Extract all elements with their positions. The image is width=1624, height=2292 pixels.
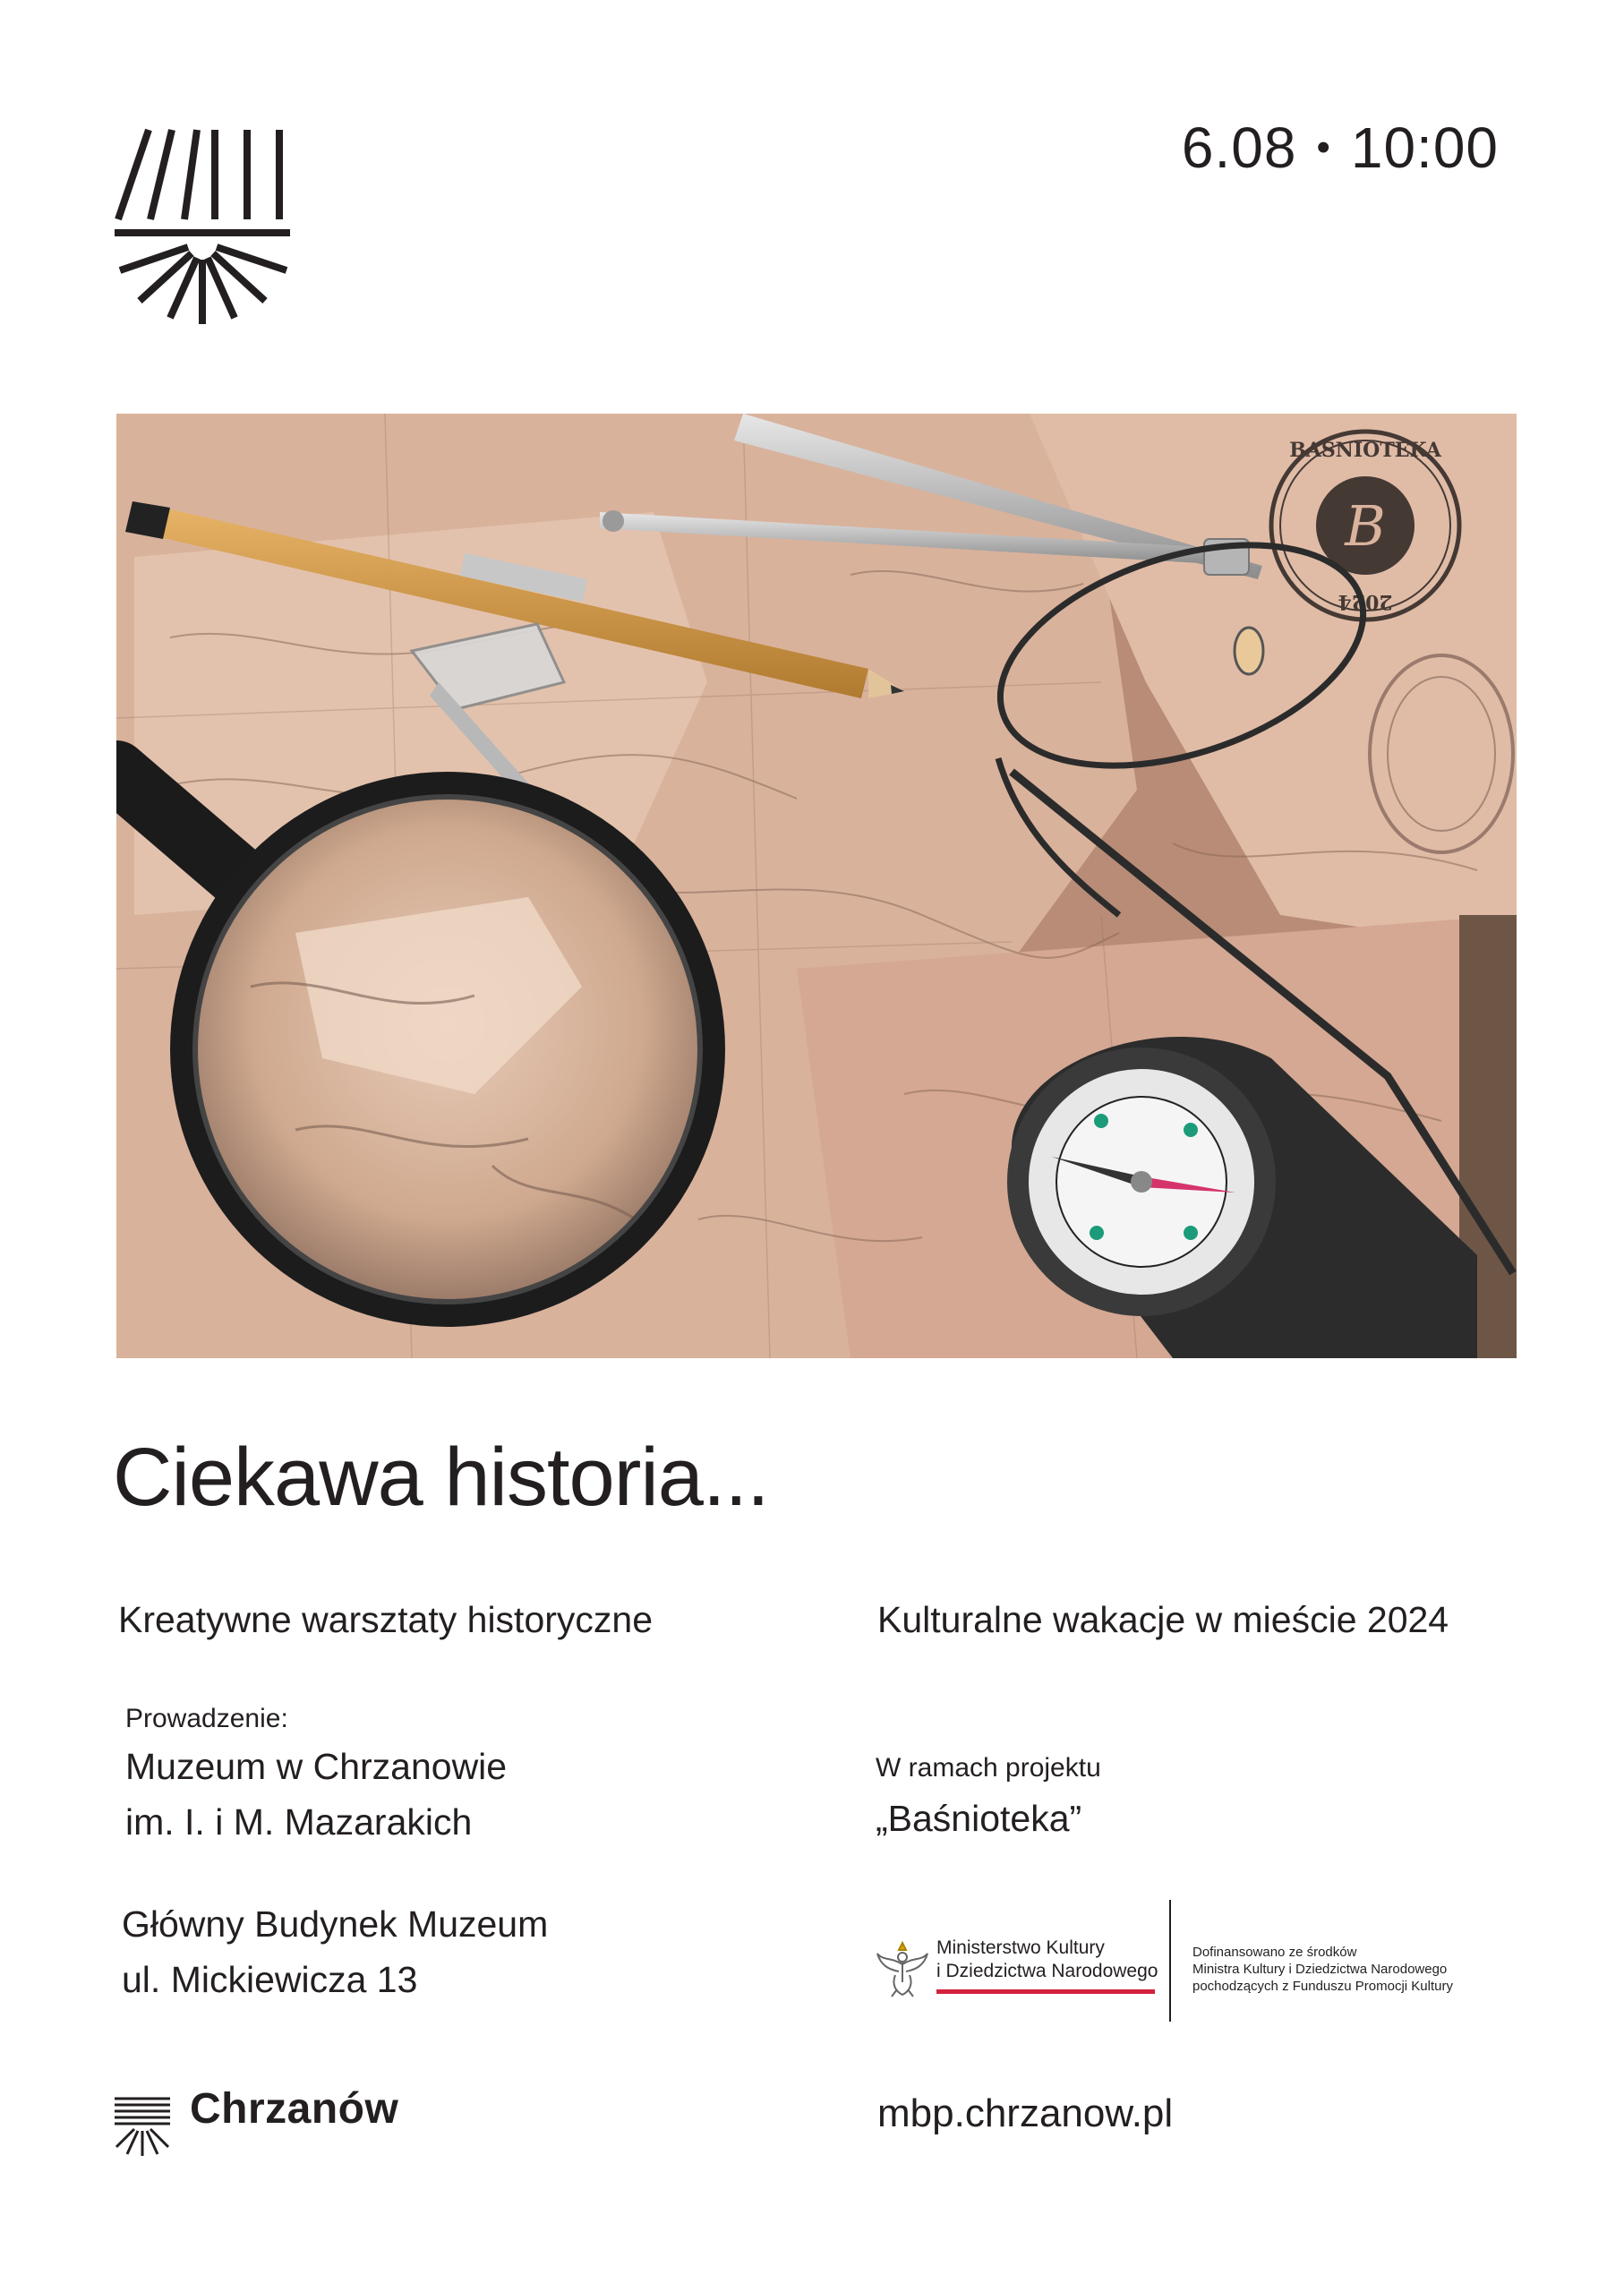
city-name: Chrzanów — [190, 2085, 399, 2133]
funding-line1: Dofinansowano ze środków — [1192, 1945, 1357, 1960]
lead-label: Prowadzenie: — [125, 1704, 288, 1733]
event-date-time — [1182, 115, 1499, 181]
venue-address: ul. Mickiewicza 13 — [122, 1959, 418, 2000]
event-time: 10:00 — [1350, 115, 1499, 180]
lead-name-line1: Muzeum w Chrzanowie — [125, 1746, 508, 1787]
chrzanow-sun-logo-icon — [115, 2095, 170, 2158]
event-date: 6.08 — [1181, 115, 1297, 180]
venue-line1: Główny Budynek Muzeum — [122, 1903, 549, 1945]
ministry-name-line1: Ministerstwo Kultury — [936, 1937, 1105, 1958]
program-name: Kulturalne wakacje w mieście 2024 — [877, 1599, 1449, 1640]
ministry-red-underline — [936, 1989, 1155, 1994]
ministry-divider — [1169, 1900, 1171, 2022]
ministry-name-line2: i Dziedzictwa Narodowego — [936, 1961, 1158, 1981]
event-subtitle: Kreatywne warsztaty historyczne — [118, 1599, 654, 1640]
lead-name-line2: im. I. i M. Mazarakich — [125, 1801, 473, 1843]
project-name: „Baśnioteka” — [876, 1798, 1082, 1839]
maps-still-life-illustration — [116, 414, 1517, 1358]
funding-line2: Ministra Kultury i Dziedzictwa Narodowego — [1192, 1962, 1448, 1977]
funding-line3: pochodzących z Funduszu Promocji Kultury — [1192, 1979, 1453, 1994]
date-time-separator: • — [1316, 125, 1331, 169]
project-label: W ramach projektu — [876, 1753, 1101, 1783]
website-link[interactable]: mbp.chrzanow.pl — [877, 2091, 1174, 2135]
hero-photo — [116, 414, 1517, 1358]
stamp-year: 2024 — [1338, 590, 1393, 613]
stamp-top-text: BAŚNIOTEKA — [1289, 439, 1441, 462]
sunrise-lines-logo-icon — [115, 125, 294, 327]
ministry-funding-block — [876, 1900, 1502, 2022]
polish-eagle-icon — [876, 1936, 929, 1998]
event-title: Ciekawa historia... — [113, 1432, 769, 1523]
stamp-letter: B — [1345, 493, 1386, 559]
